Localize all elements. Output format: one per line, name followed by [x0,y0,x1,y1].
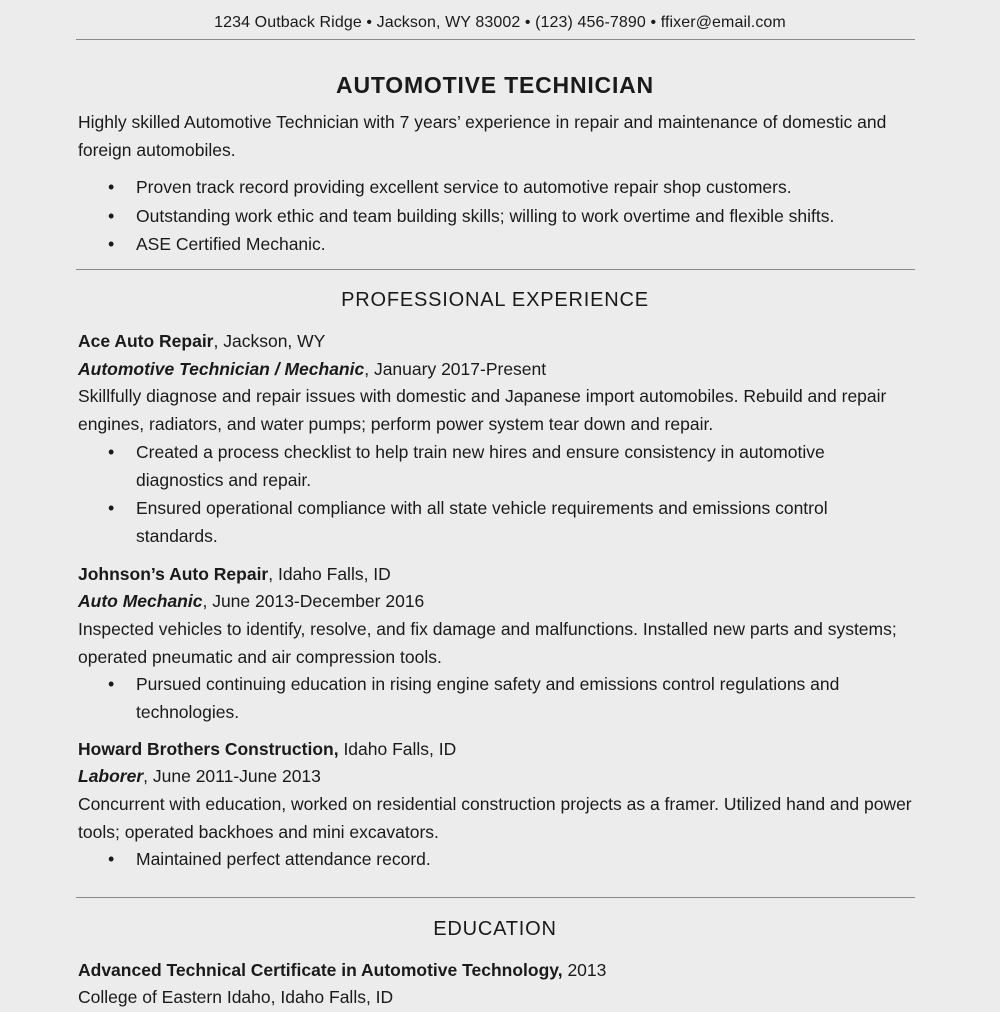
job-description: Concurrent with education, worked on residential construction projects as a framer. Utilized hand and power tools; operated backhoes and mini excavators. [78,794,912,842]
bullet-icon: • [108,849,115,869]
role-dates: , January 2017-Present [364,359,547,379]
section-divider [76,269,915,270]
job-bullet-text: Pursued continuing education in rising engine safety and emissions control regulations and technologies. [136,674,840,722]
job-bullet-text: Created a process checklist to help train new hires and ensure consistency in automotive diagnostics and repair. [136,442,825,490]
role-dates: , June 2011-June 2013 [143,766,321,786]
bullet-icon: • [108,498,115,518]
job-role [78,763,938,791]
education-degree [78,957,938,985]
role-dates: , June 2013-December 2016 [202,591,425,611]
highlight-text: Proven track record providing excellent service to automotive repair shop customers. [136,177,792,197]
degree-year: 2013 [562,960,607,980]
company-location: , Jackson, WY [213,331,326,351]
job-bullet-text: Ensured operational compliance with all state vehicle requirements and emissions control standards. [136,498,828,546]
bullet-icon: • [108,442,115,462]
header-divider [76,39,915,40]
education-heading: EDUCATION [433,918,557,940]
job-description: Inspected vehicles to identify, resolve, and fix damage and malfunctions. Installed new parts and systems; operated pneumatic and air compression tools. [78,619,897,667]
bullet-icon: • [108,206,115,226]
highlight-text: Outstanding work ethic and team building skills; willing to work overtime and flexible shifts. [136,206,835,226]
company-name: Ace Auto Repair [78,331,214,351]
section-divider [76,897,915,898]
job-role [78,588,938,616]
job-bullet-text: Maintained perfect attendance record. [136,849,431,869]
job-employer [78,561,938,589]
bullet-icon: • [108,674,115,694]
bullet-icon: • [108,177,115,197]
job-role [78,356,938,384]
company-name: Howard Brothers Construction, [78,739,339,759]
resume-title: AUTOMOTIVE TECHNICIAN [336,72,654,98]
company-name: Johnson’s Auto Repair [78,564,269,584]
degree-name: Advanced Technical Certificate in Automotive Technology, [78,960,563,980]
role-title: Automotive Technician / Mechanic [78,359,365,379]
company-location: , Idaho Falls, ID [268,564,391,584]
contact-line: 1234 Outback Ridge • Jackson, WY 83002 • (123) 456-7890 • ffixer@email.com [214,14,786,31]
highlight-text: ASE Certified Mechanic. [136,234,326,254]
experience-heading: PROFESSIONAL EXPERIENCE [341,289,649,311]
role-title: Auto Mechanic [78,591,203,611]
job-employer [78,328,938,356]
role-title: Laborer [78,766,144,786]
job-description: Skillfully diagnose and repair issues with domestic and Japanese import automobiles. Rebuild and repair engines, radiators, and water pumps; perform power system tear down and repair. [78,386,887,434]
summary-paragraph: Highly skilled Automotive Technician with 7 years’ experience in repair and maintenance of domestic and foreign automobiles. [78,112,887,160]
bullet-icon: • [108,234,115,254]
job-employer [78,736,938,764]
company-location: Idaho Falls, ID [338,739,457,759]
education-school: College of Eastern Idaho, Idaho Falls, ID [78,987,394,1007]
